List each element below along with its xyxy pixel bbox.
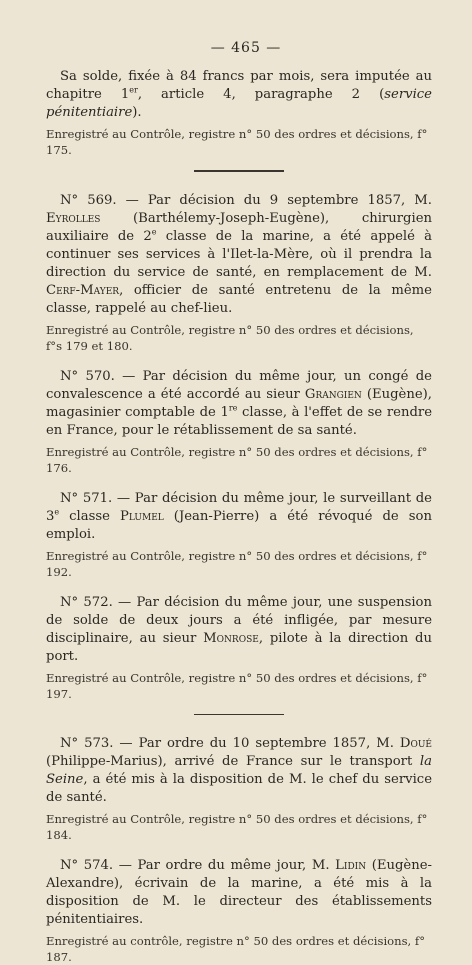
intro-paragraph — [46, 68, 432, 122]
spacer — [46, 843, 432, 857]
intro-superscript: er — [129, 85, 138, 95]
person-name: Lidin — [335, 858, 367, 873]
superscript: e — [54, 507, 60, 517]
entry-text: N° 574. — Par ordre du même jour, M. — [60, 858, 336, 873]
entry-570 — [46, 368, 432, 440]
spacer — [46, 354, 432, 368]
entry-571 — [46, 490, 432, 544]
entry-573 — [46, 735, 432, 807]
intro-italic: service pénitentiaire — [46, 87, 432, 120]
superscript: re — [228, 403, 238, 413]
entry-text: N° 570. — Par décision du même jour, un congé de convalescence a été accordé au sieur — [46, 368, 432, 402]
entry-text: classe, à l'effet de se rendre en France, pour le rétablissement de sa santé. — [46, 404, 432, 438]
section-separator — [194, 714, 284, 716]
entry-text: classe — [59, 508, 121, 524]
registration-573: Enregistré au Contrôle, registre n° 50 des ordres et décisions, f° 184. — [46, 812, 428, 842]
spacer — [46, 580, 432, 594]
entry-text: (Eugène), magasinier comptable de 1 — [46, 386, 432, 420]
person-name: Grangien — [304, 386, 362, 402]
registration-569: Enregistré au Contrôle, registre n° 50 des ordres et décisions, f°s 179 et 180. — [46, 322, 414, 353]
entry-text: N° 571. — Par décision du même jour, le surveillant de 3 — [46, 490, 432, 524]
entry-text: , a été mis à la disposition de M. le chef du service de santé. — [46, 772, 432, 805]
person-name: Doué — [399, 736, 432, 751]
entry-text: , pilote à la direction du port. — [46, 630, 432, 664]
page-number: — 465 — — [210, 40, 282, 56]
spacer — [46, 476, 432, 490]
entry-text: N° 572. — Par décision du même jour, une suspension de solde de deux jours a été infligée, par mesure disciplinaire, au sieur — [46, 594, 432, 646]
person-name: Plumel — [120, 508, 164, 524]
person-name: Monrose — [203, 630, 259, 646]
entry-text: (Jean-Pierre) a été révoqué de son emploi. — [46, 508, 432, 542]
registration-574: Enregistré au contrôle, registre n° 50 des ordres et décisions, f° 187. — [46, 934, 426, 964]
intro-text-1: Sa solde, fixée à 84 francs par mois, sera imputée au chapitre 1 — [46, 69, 432, 102]
ship-name: la Seine — [46, 754, 432, 787]
entry-text: (Philippe-Marius), arrivé de France sur le transport — [46, 754, 420, 769]
entry-572 — [46, 594, 432, 666]
superscript: e — [151, 227, 157, 237]
entry-text: N° 573. — Par ordre du 10 septembre 1857, M. — [60, 736, 400, 751]
person-name: Cerf-Mayer — [46, 282, 120, 298]
registration-571: Enregistré au Contrôle, registre n° 50 des ordres et décisions, f° 192. — [46, 548, 428, 579]
entry-text: (Eugène-Alexandre), écrivain de la marine, a été mis à la disposition de M. le directeur des établissements pénitentiaires. — [46, 858, 432, 927]
entry-569 — [46, 192, 432, 318]
entry-text: , officier de santé entretenu de la même classe, rappelé au chef-lieu. — [46, 282, 432, 316]
section-separator — [194, 170, 284, 172]
entry-text: N° 569. — Par décision du 9 septembre 1857, M. — [60, 192, 432, 208]
entry-text: (Barthélemy-Joseph-Eugène), chirurgien auxiliaire de 2 — [46, 210, 432, 244]
entry-text: classe de la marine, a été appelé à continuer ses services à l'Ilet-la-Mère, où il prendra la direction du service de santé, en remplacement de M. — [46, 228, 432, 280]
person-name: Eyrolles — [46, 210, 101, 226]
entry-574 — [46, 857, 432, 929]
intro-text-2: , article 4, paragraphe 2 ( — [137, 87, 385, 102]
intro-registration: Enregistré au Contrôle, registre n° 50 des ordres et décisions, f° 175. — [46, 127, 428, 157]
intro-text-3: ). — [132, 105, 142, 120]
registration-570: Enregistré au Contrôle, registre n° 50 des ordres et décisions, f° 176. — [46, 444, 428, 475]
registration-572: Enregistré au Contrôle, registre n° 50 des ordres et décisions, f° 197. — [46, 670, 428, 701]
